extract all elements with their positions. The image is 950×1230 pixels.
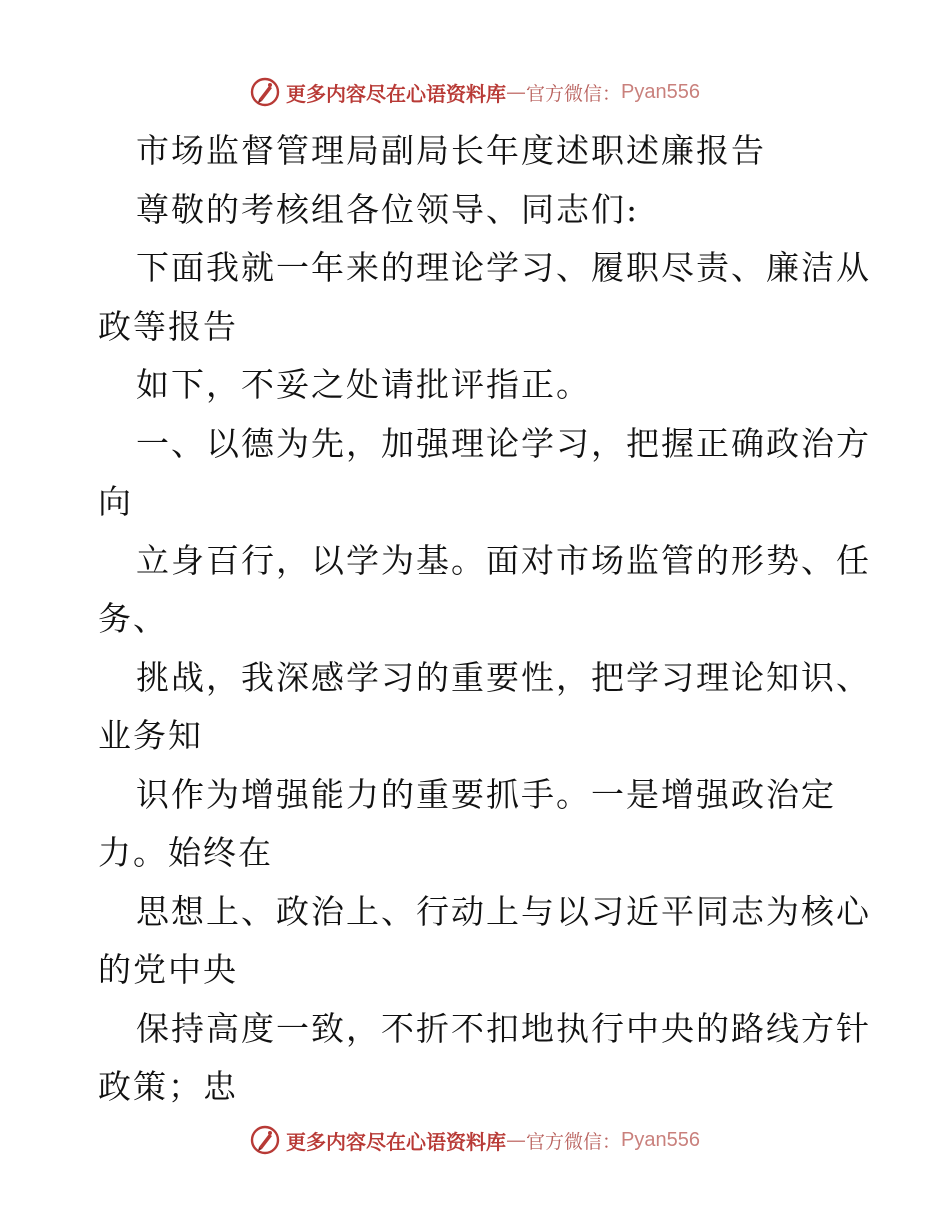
banner-dash: —	[506, 1128, 526, 1152]
text-line: 思想上、政治上、行动上与以习近平同志为核心	[136, 891, 871, 931]
text-line: 保持高度一致，不折不扣地执行中央的路线方针	[136, 1008, 871, 1048]
text-line: 政等报告	[98, 306, 238, 346]
text-line: 立身百行，以学为基。面对市场监管的形势、任	[136, 540, 871, 580]
document-title: 市场监督管理局副局长年度述职述廉报告	[136, 131, 766, 170]
section-heading-line: 一、以德为先，加强理论学习，把握正确政治方	[136, 423, 871, 463]
text-line: 政策；忠	[98, 1067, 238, 1106]
banner-official-label: 官方微信：	[526, 82, 622, 105]
text-line: 的党中央	[98, 950, 238, 989]
banner-dash: —	[506, 80, 526, 104]
text-line: 识作为增强能力的重要抓手。一是增强政治定	[136, 774, 836, 814]
text-line: 如下，不妥之处请批评指正。	[136, 365, 591, 404]
banner-wechat-id: Pyan556	[621, 1128, 700, 1151]
banner-brand-text: 更多内容尽在心语资料库	[286, 81, 506, 106]
text-line: 向	[98, 482, 133, 521]
banner-wechat-id: Pyan556	[621, 80, 700, 103]
text-line: 务、	[98, 599, 168, 638]
text-line: 下面我就一年来的理论学习、履职尽责、廉洁从	[136, 248, 871, 287]
pen-logo-icon	[250, 77, 280, 107]
text-line: 业务知	[98, 716, 203, 755]
text-line: 挑战，我深感学习的重要性，把学习理论知识、	[136, 657, 871, 697]
document-body	[98, 122, 871, 1117]
banner-official-label: 官方微信：	[526, 1130, 622, 1153]
banner-brand-text: 更多内容尽在心语资料库	[286, 1129, 506, 1154]
text-line: 力。始终在	[98, 833, 273, 872]
salutation-line: 尊敬的考核组各位领导、同志们:	[136, 189, 640, 229]
pen-logo-icon	[250, 1125, 280, 1155]
header-banner	[0, 72, 950, 112]
footer-banner	[0, 1120, 950, 1160]
